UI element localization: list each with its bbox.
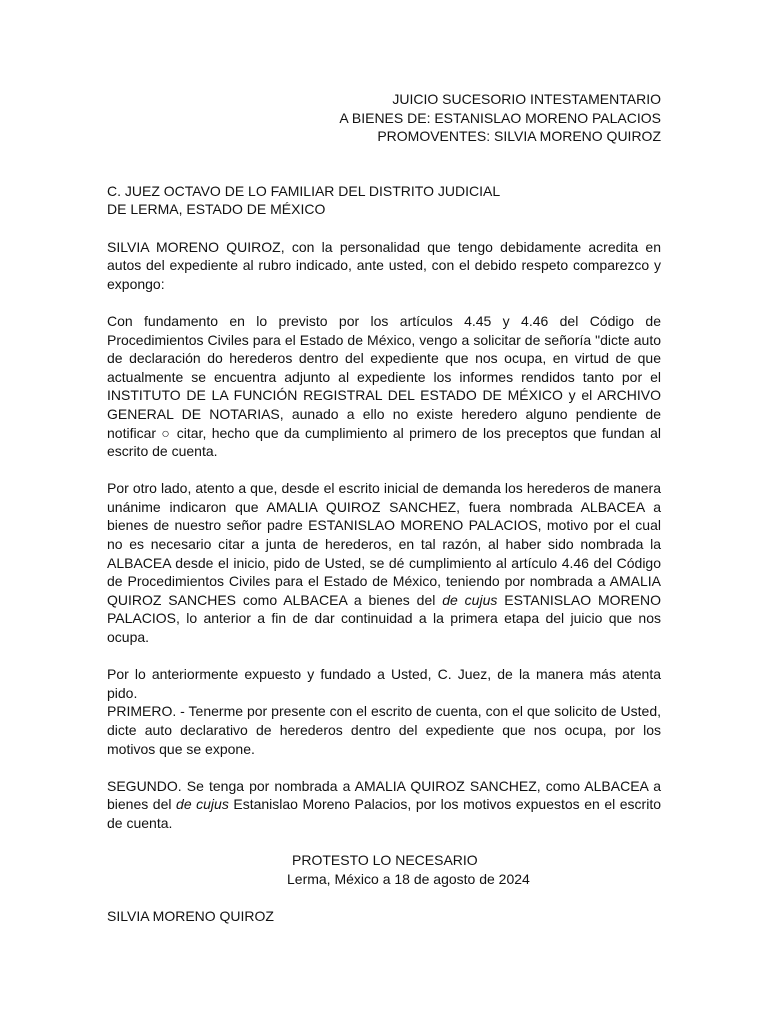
addressee xyxy=(107,182,661,219)
protesto-line: PROTESTO LO NECESARIO xyxy=(292,852,478,869)
addressee-line-1: C. JUEZ OCTAVO DE LO FAMILIAR DEL DISTRITO JUDICIAL xyxy=(107,182,501,199)
request-intro: Por lo anteriormente expuesto y fundado a Usted, C. Juez, de la manera más atenta pido. xyxy=(107,666,661,701)
case-header xyxy=(107,90,661,146)
intro-paragraph: SILVIA MORENO QUIROZ, con la personalidad que tengo debidamente acredita en autos del expediente al rubro indicado, ante usted, con el debido respeto comparezco y expongo: xyxy=(107,238,661,292)
segundo-text-1: SEGUNDO. Se tenga por nombrada a AMALIA QUIROZ SANCHEZ, como ALBACEA a bienes del xyxy=(107,777,661,813)
document-page xyxy=(107,90,661,926)
signature-name: SILVIA MORENO QUIROZ xyxy=(107,907,274,924)
closing-block xyxy=(107,851,661,888)
albacea-paragraph-text-2: ESTANISLAO MORENO PALACIOS, lo anterior a fin de dar continuidad a la primera etapa del juicio que nos ocupa. xyxy=(107,591,661,646)
case-promoters: PROMOVENTES: SILVIA MORENO QUIROZ xyxy=(377,128,661,145)
request-primero: PRIMERO. - Tenerme por presente con el escrito de cuenta, con el que solicito de Usted, dicte auto declarativo de herederos dentro del expediente que nos ocupa, por los motivos que se expone. xyxy=(107,703,661,757)
albacea-paragraph xyxy=(107,479,661,646)
case-type: JUICIO SUCESORIO INTESTAMENTARIO xyxy=(392,91,661,107)
albacea-paragraph-text-1: Por otro lado, atento a que, desde el escrito inicial de demanda los herederos de manera unánime indicaron que AMALIA QUIROZ SANCHEZ, fuera nombrada ALBACEA a bienes de nuestro señor padre ESTANISLAO MORENO PALACIOS, motivo por el cual no es necesario citar a junta de herederos, en tal razón, al haber sido nombrada la ALBACEA desde el inicio, pido de Usted, se dé cumplimiento al artículo 4.46 del Código de Procedimientos Civiles para el Estado de México, teniendo por nombrada a AMALIA QUIROZ SANCHES como ALBACEA a bienes del xyxy=(107,480,661,608)
place-date-line: Lerma, México a 18 de agosto de 2024 xyxy=(287,870,530,887)
segundo-text-2: Estanislao Moreno Palacios, por los motivos expuestos en el escrito de cuenta. xyxy=(107,796,661,831)
albacea-paragraph-italic: de cujus xyxy=(442,591,498,608)
segundo-italic: de cujus xyxy=(176,796,229,813)
addressee-line-2: DE LERMA, ESTADO DE MÉXICO xyxy=(107,201,326,218)
legal-basis-paragraph: Con fundamento en lo previsto por los artículos 4.45 y 4.46 del Código de Procedimientos Civiles para el Estado de México, vengo a solicitar de señoría "dicte auto de declaración do herederos dentro del expediente que nos ocupa, en virtud de que actualmente se encuentra adjunto al expediente los informes rendidos tanto por el INSTITUTO DE LA FUNCIÓN REGISTRAL DEL ESTADO DE MÉXICO y el ARCHIVO GENERAL DE NOTARIAS, aunado a ello no existe heredero alguno pendiente de notificar ○ citar, hecho que da cumplimiento al primero de los preceptos que fundan al escrito de cuenta. xyxy=(107,312,661,460)
case-estate: A BIENES DE: ESTANISLAO MORENO PALACIOS xyxy=(339,109,661,126)
request-segundo xyxy=(107,777,661,833)
